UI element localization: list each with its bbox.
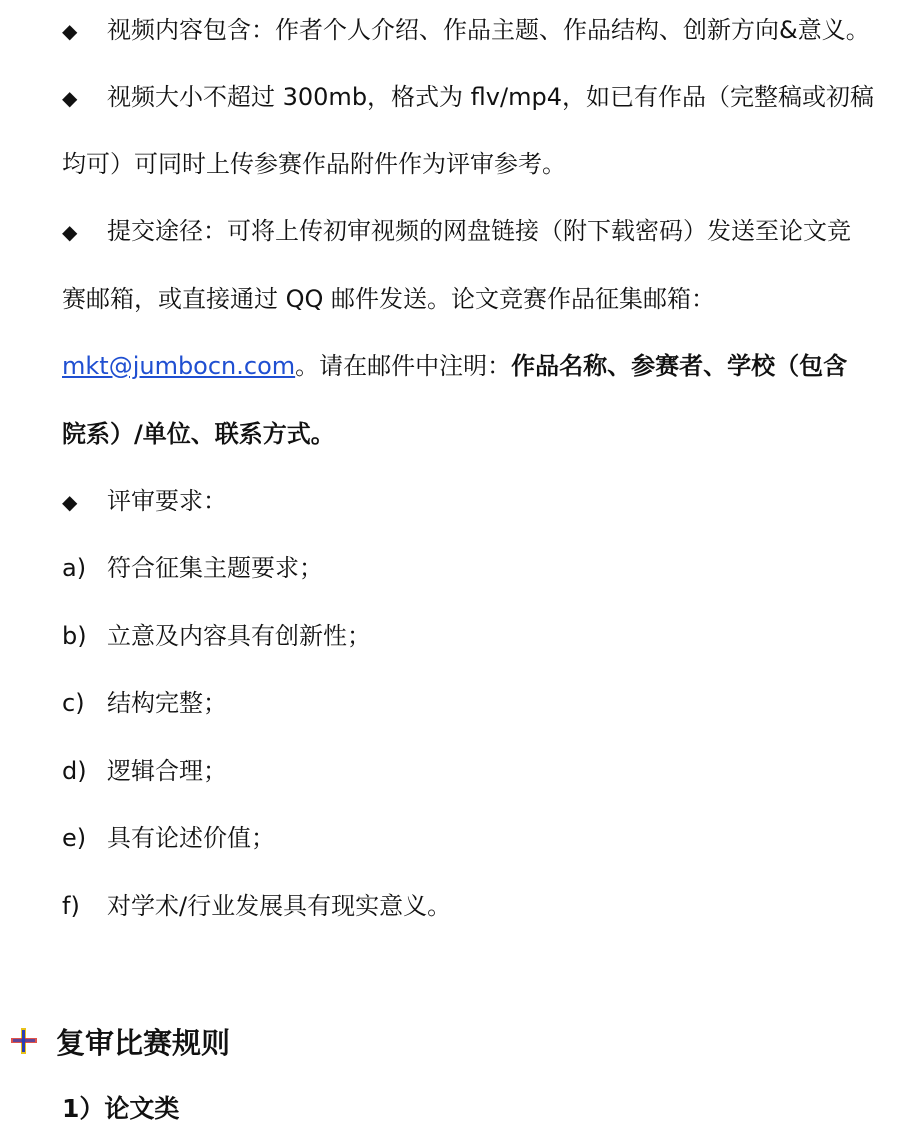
video-size-continuation: 均可）可同时上传参赛作品附件作为评审参考。 — [62, 150, 566, 178]
diamond-bullet-icon: ◆ — [62, 19, 78, 43]
plus-cross-icon — [10, 1027, 38, 1055]
note-bold-continuation: 院系）/单位、联系方式。 — [62, 420, 335, 448]
bullet-line-review — [62, 484, 227, 518]
submit-continuation: 赛邮箱，或直接通过 QQ 邮件发送。论文竞赛作品征集邮箱： — [62, 285, 716, 313]
criteria-item — [62, 754, 227, 788]
criteria-text: 符合征集主题要求； — [107, 554, 323, 582]
video-size-text: 视频大小不超过 300mb，格式为 flv/mp4，如已有作品（完整稿或初稿 — [107, 83, 874, 111]
diamond-bullet-icon: ◆ — [62, 86, 78, 110]
diamond-bullet-icon: ◆ — [62, 220, 78, 244]
diamond-bullet-icon: ◆ — [62, 490, 78, 514]
criteria-marker: f) — [62, 892, 80, 920]
criteria-marker: d) — [62, 757, 87, 785]
bullet-line-submit — [62, 214, 851, 248]
criteria-text: 立意及内容具有创新性； — [107, 622, 371, 650]
section-subtitle: 1）论文类 — [62, 1094, 180, 1123]
criteria-text: 具有论述价值； — [107, 824, 275, 852]
criteria-marker: e) — [62, 824, 87, 852]
email-link[interactable]: mkt@jumbocn.com — [62, 352, 296, 380]
submit-text: 提交途径：可将上传初审视频的网盘链接（附下载密码）发送至论文竞 — [107, 217, 851, 245]
note-prefix: 。请在邮件中注明： — [295, 352, 512, 380]
criteria-item — [62, 889, 451, 923]
criteria-text: 结构完整； — [107, 689, 227, 717]
criteria-item — [62, 686, 227, 720]
criteria-item — [62, 551, 323, 585]
email-line — [62, 349, 847, 383]
video-content-text: 视频内容包含：作者个人介绍、作品主题、作品结构、创新方向&意义。 — [107, 16, 870, 44]
note-bold-text: 作品名称、参赛者、学校（包含 — [511, 352, 848, 380]
criteria-item — [62, 821, 275, 855]
bullet-line-video-size — [62, 80, 874, 114]
criteria-text: 对学术/行业发展具有现实意义。 — [107, 892, 452, 920]
criteria-marker: a) — [62, 554, 87, 582]
criteria-marker: c) — [62, 689, 85, 717]
review-title: 评审要求： — [107, 487, 227, 515]
bullet-line-video-content — [62, 13, 870, 47]
criteria-item — [62, 619, 371, 653]
criteria-text: 逻辑合理； — [107, 757, 227, 785]
criteria-marker: b) — [62, 622, 87, 650]
section-title: 复审比赛规则 — [56, 1026, 231, 1060]
